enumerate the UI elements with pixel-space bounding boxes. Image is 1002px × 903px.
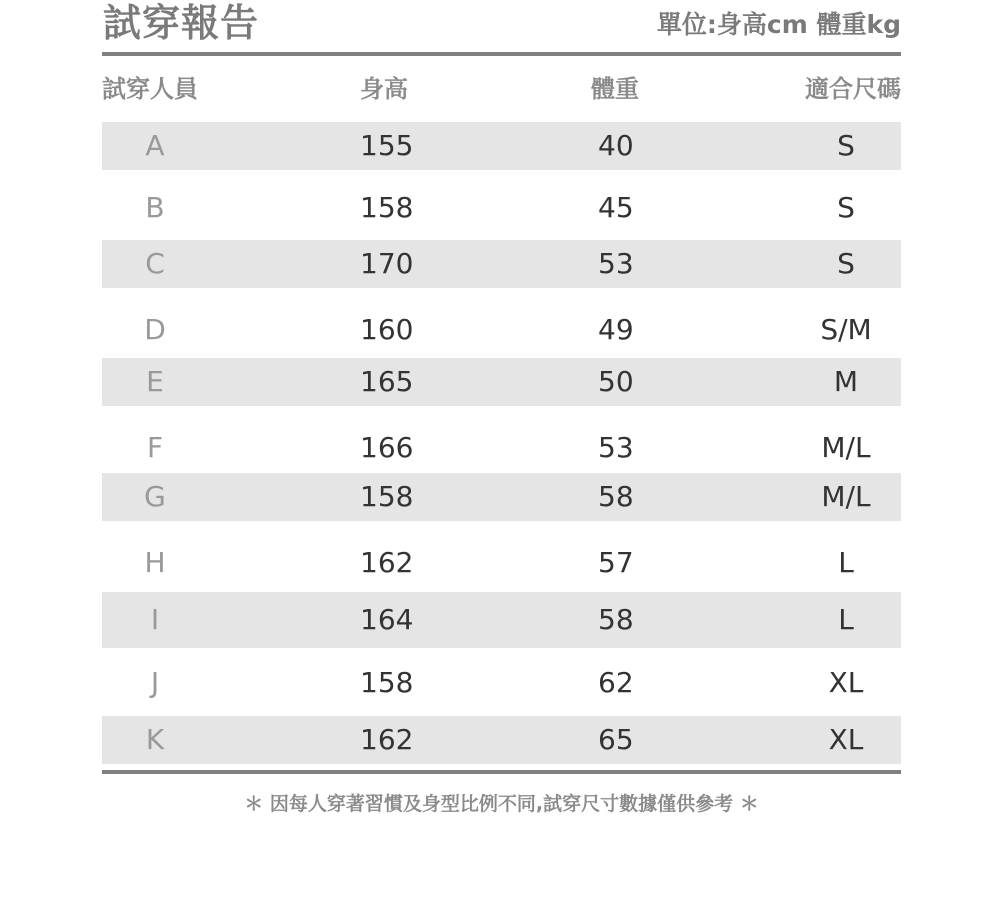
- height-cell: 166: [360, 431, 414, 464]
- column-header-height: 身高: [360, 75, 408, 103]
- fitting-report: [102, 0, 901, 774]
- height-cell: 165: [360, 365, 414, 398]
- height-cell: 158: [360, 191, 414, 224]
- weight-cell: 65: [598, 723, 634, 756]
- unit-note: 單位:身高cm 體重kg: [656, 10, 901, 39]
- column-header-weight: 體重: [591, 75, 639, 103]
- disclaimer-note: ＊ 因每人穿著習慣及身型比例不同,試穿尺寸數據僅供參考 ＊: [244, 793, 759, 815]
- height-cell: 158: [360, 666, 414, 699]
- table-row: A 155 40 S: [102, 122, 901, 170]
- height-cell: 170: [360, 247, 414, 280]
- weight-cell: 40: [598, 129, 634, 162]
- height-cell: 155: [360, 129, 414, 162]
- height-cell: 162: [360, 723, 414, 756]
- weight-cell: 53: [598, 247, 634, 280]
- weight-cell: 57: [598, 546, 634, 579]
- table-row: E 165 50 M: [102, 358, 901, 406]
- report-header: [102, 0, 901, 56]
- column-headers: [102, 56, 901, 122]
- table-row: J 158 62 XL: [150, 666, 864, 699]
- table-row: K 162 65 XL: [102, 716, 901, 764]
- column-header-size: 適合尺碼: [805, 75, 901, 103]
- table-row: C 170 53 S: [102, 240, 901, 288]
- table-row: D 160 49 S/M: [144, 313, 872, 346]
- height-cell: 164: [360, 603, 414, 636]
- weight-cell: 62: [598, 666, 634, 699]
- table-row: B 158 45 S: [145, 191, 855, 224]
- report-title: 試穿報告: [103, 1, 260, 45]
- weight-cell: 45: [598, 191, 634, 224]
- table-body: [102, 122, 901, 774]
- table-bottom-divider: [102, 770, 901, 774]
- weight-cell: 58: [598, 480, 634, 513]
- table-row: H 162 57 L: [144, 546, 854, 579]
- column-header-tester: 試穿人員: [102, 75, 198, 103]
- weight-cell: 49: [598, 313, 634, 346]
- table-row: F 166 53 M/L: [146, 431, 871, 464]
- height-cell: 162: [360, 546, 414, 579]
- table-row: I 164 58 L: [102, 592, 901, 648]
- table-row: G 158 58 M/L: [102, 473, 901, 521]
- weight-cell: 58: [598, 603, 634, 636]
- height-cell: 158: [360, 480, 414, 513]
- weight-cell: 50: [598, 365, 634, 398]
- weight-cell: 53: [598, 431, 634, 464]
- height-cell: 160: [360, 313, 414, 346]
